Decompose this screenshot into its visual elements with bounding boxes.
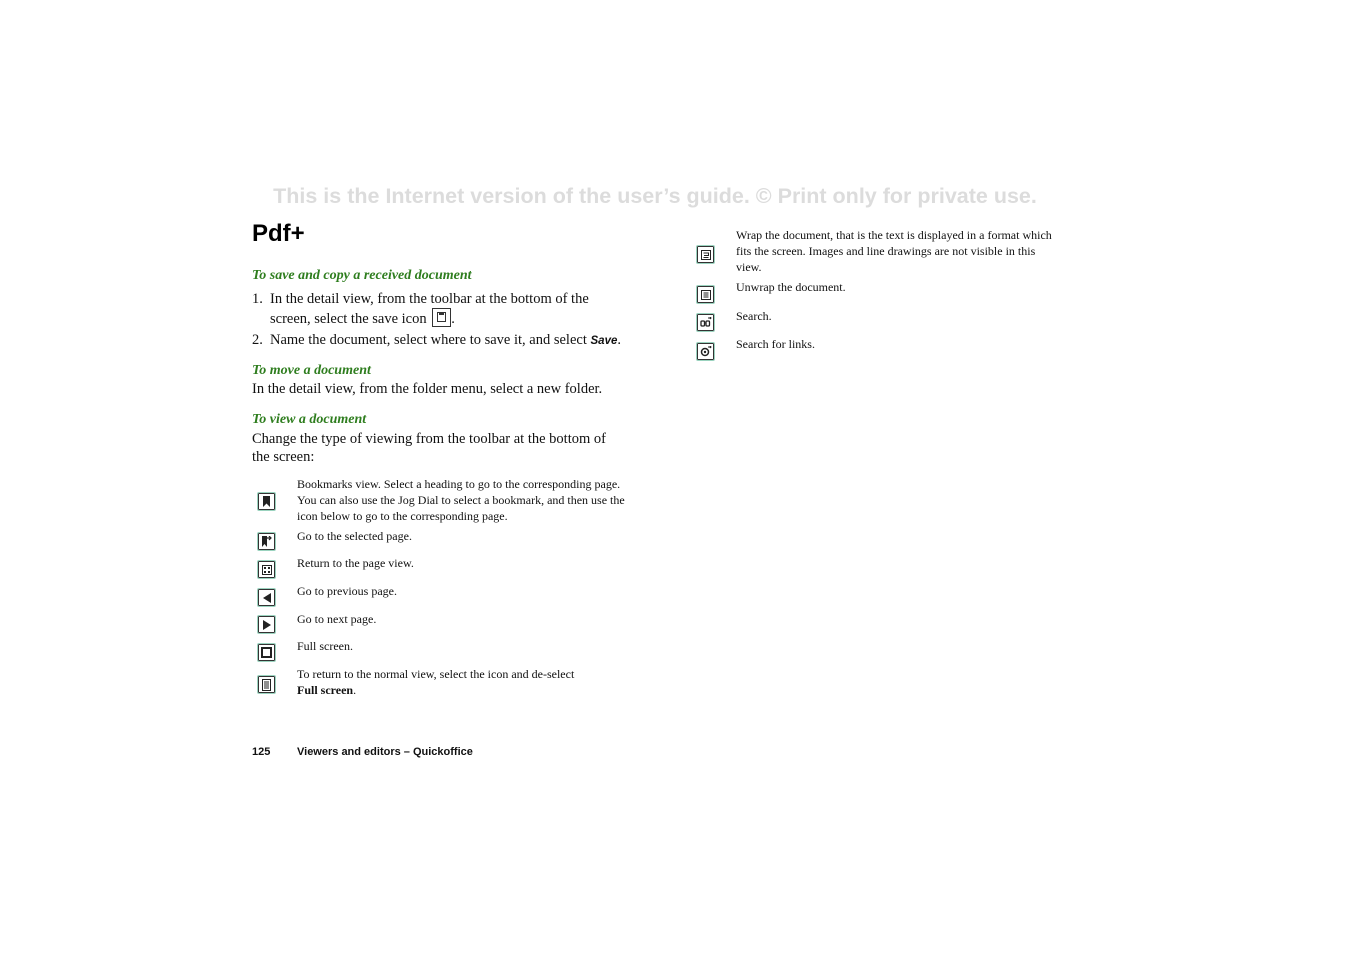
- previous-page-icon: [258, 589, 275, 606]
- unwrap-icon: [697, 286, 714, 303]
- full-screen-term: Full screen: [297, 683, 354, 697]
- icon-description: Go to next page.: [297, 612, 377, 626]
- icon-description: [297, 666, 627, 698]
- icon-description: Go to previous page.: [297, 584, 397, 598]
- wrap-icon: [697, 246, 714, 263]
- search-links-icon: [697, 343, 714, 360]
- next-page-icon: [258, 616, 275, 633]
- bookmark-icon: [258, 493, 275, 510]
- icon-description: Bookmarks view. Select a heading to go to the corresponding page. You can also use the Jog Dial to select a bookmark, and then use the icon below to go to the corresponding page.: [297, 477, 625, 523]
- watermark-text: This is the Internet version of the user’s guide. © Print only for private use.: [273, 184, 1037, 208]
- icon-description: Search for links.: [736, 337, 815, 351]
- icon-description: Return to the page view.: [297, 556, 414, 570]
- step-2-end: .: [617, 332, 621, 348]
- goto-bookmark-icon: [258, 533, 275, 550]
- move-heading: To move a document: [252, 363, 371, 378]
- icon-description: Full screen.: [297, 639, 353, 653]
- step-text: [270, 331, 630, 350]
- page-title: Pdf+: [252, 220, 305, 247]
- full-screen-icon: [258, 644, 275, 661]
- normal-view-text: To return to the normal view, select the icon and de-select: [297, 667, 575, 681]
- move-text: In the detail view, from the folder menu, select a new folder.: [252, 381, 603, 397]
- page-view-icon: [258, 561, 275, 578]
- search-icon: [697, 314, 714, 331]
- page-number: 125: [252, 746, 271, 758]
- step-number: 1.: [252, 291, 263, 307]
- save-icon: [432, 308, 451, 327]
- save-heading: To save and copy a received document: [252, 268, 472, 283]
- normal-view-icon: [258, 676, 275, 693]
- footer-section: Viewers and editors – Quickoffice: [297, 746, 473, 758]
- step-1-end: .: [451, 311, 455, 327]
- normal-view-end: .: [353, 683, 357, 697]
- step-text: [270, 290, 630, 328]
- save-command: Save: [590, 335, 618, 347]
- icon-description: Unwrap the document.: [736, 280, 846, 294]
- watermark: [0, 184, 1310, 209]
- save-step-2: [252, 331, 632, 349]
- icon-description: Wrap the document, that is the text is displayed in a format which fits the screen. Images and line drawings are not visible in this view.: [736, 228, 1052, 274]
- view-text: Change the type of viewing from the toolbar at the bottom of the screen:: [252, 431, 606, 465]
- step-2-text: Name the document, select where to save it, and select: [270, 332, 587, 348]
- icon-description: Search.: [736, 309, 772, 323]
- save-step-1: [252, 290, 632, 326]
- step-number: 2.: [252, 332, 263, 348]
- icon-description: Go to the selected page.: [297, 529, 412, 543]
- view-heading: To view a document: [252, 412, 367, 427]
- step-1-text: In the detail view, from the toolbar at the bottom of the screen, select the save icon: [270, 291, 589, 327]
